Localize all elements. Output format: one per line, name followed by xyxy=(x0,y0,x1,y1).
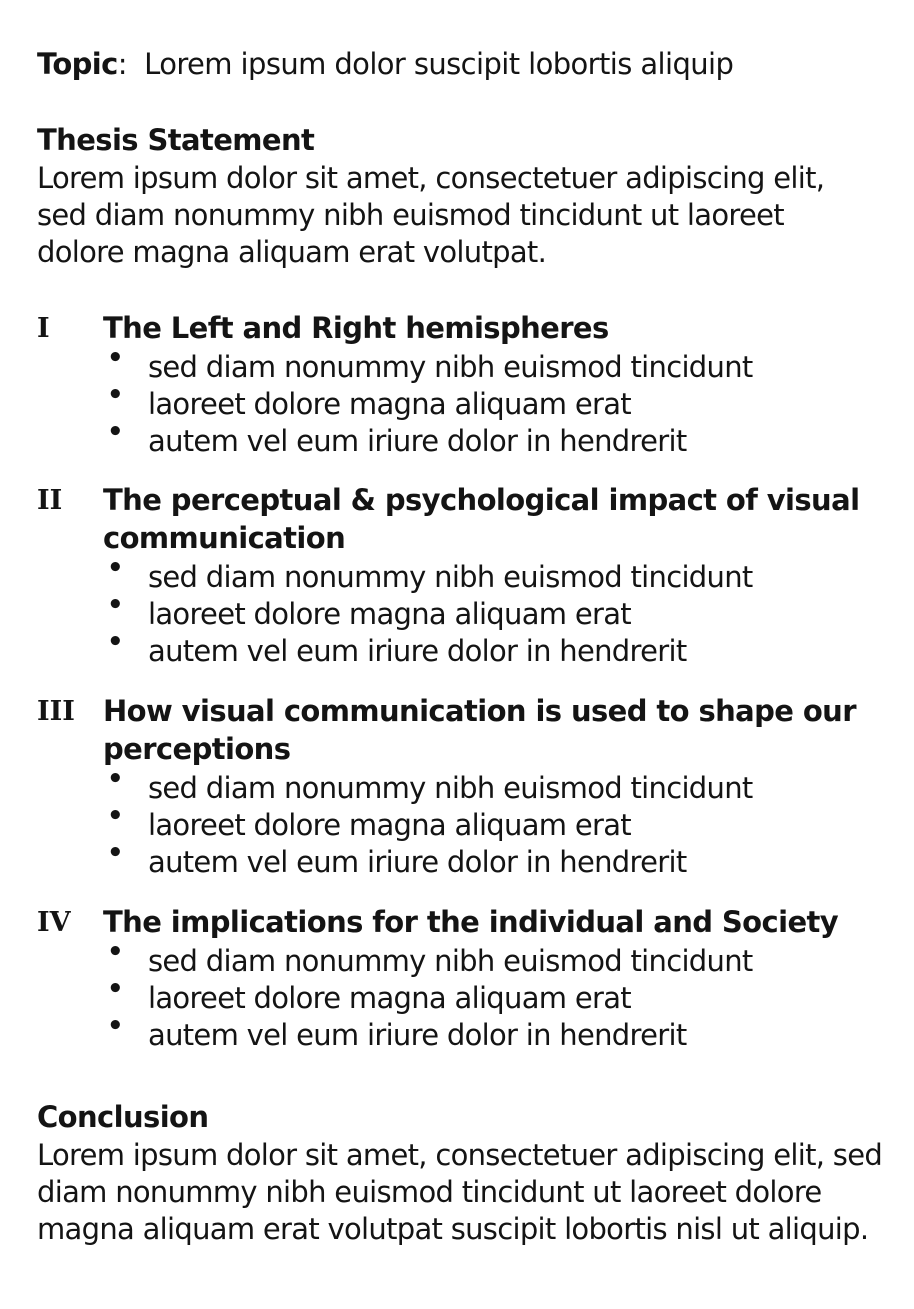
conclusion-block xyxy=(37,1097,882,1248)
section-title-line: How visual communication is used to shape our xyxy=(103,694,856,728)
bullet-icon: • xyxy=(107,1011,123,1041)
conclusion-line: diam nonummy nibh euismod tincidunt ut laoreet dolore xyxy=(37,1175,822,1209)
bullet-text: autem vel eum iriure dolor in hendrerit xyxy=(148,424,687,458)
bullet-icon: • xyxy=(107,417,123,447)
bullet-text: sed diam nonummy nibh euismod tincidunt xyxy=(148,560,753,594)
bullet-text: laoreet dolore magna aliquam erat xyxy=(148,387,631,421)
bullet-icon: • xyxy=(107,974,123,1004)
bullet-text: sed diam nonummy nibh euismod tincidunt xyxy=(148,771,753,805)
thesis-line: dolore magna aliquam erat volutpat. xyxy=(37,235,547,269)
thesis-line: Lorem ipsum dolor sit amet, consectetuer adipiscing elit, xyxy=(37,161,825,195)
section-numeral: I xyxy=(37,313,50,344)
section-title-line: The implications for the individual and Society xyxy=(103,905,839,939)
section-title xyxy=(103,481,903,557)
thesis-line: sed diam nonummy nibh euismod tincidunt ut laoreet xyxy=(37,198,784,232)
bullet-text: autem vel eum iriure dolor in hendrerit xyxy=(148,845,687,879)
section-title xyxy=(103,903,903,941)
section-title-line: communication xyxy=(103,521,346,555)
topic-separator: : xyxy=(117,47,127,81)
bullet-icon: • xyxy=(107,343,123,373)
topic-line xyxy=(37,44,733,84)
bullet-text: laoreet dolore magna aliquam erat xyxy=(148,981,631,1015)
bullet-text: sed diam nonummy nibh euismod tincidunt xyxy=(148,944,753,978)
section-title-line: The Left and Right hemispheres xyxy=(103,311,609,345)
bullet-icon: • xyxy=(107,380,123,410)
topic-label: Topic xyxy=(37,47,118,81)
bullet-text: autem vel eum iriure dolor in hendrerit xyxy=(148,1018,687,1052)
section-title xyxy=(103,309,903,347)
bullet-icon: • xyxy=(107,764,123,794)
bullet-icon: • xyxy=(107,937,123,967)
bullet-icon: • xyxy=(107,553,123,583)
section-numeral: II xyxy=(37,485,63,516)
thesis-heading: Thesis Statement xyxy=(37,123,315,157)
section-title-line: perceptions xyxy=(103,732,291,766)
section-title xyxy=(103,692,903,768)
bullet-icon: • xyxy=(107,590,123,620)
topic-text: Lorem ipsum dolor suscipit lobortis aliquip xyxy=(144,47,734,81)
section-numeral: IV xyxy=(37,907,71,938)
bullet-text: laoreet dolore magna aliquam erat xyxy=(148,597,631,631)
bullet-text: autem vel eum iriure dolor in hendrerit xyxy=(148,634,687,668)
conclusion-heading: Conclusion xyxy=(37,1100,209,1134)
bullet-text: sed diam nonummy nibh euismod tincidunt xyxy=(148,350,753,384)
conclusion-line: magna aliquam erat volutpat suscipit lobortis nisl ut aliquip. xyxy=(37,1212,869,1246)
bullet-icon: • xyxy=(107,838,123,868)
bullet-icon: • xyxy=(107,801,123,831)
bullet-text: laoreet dolore magna aliquam erat xyxy=(148,808,631,842)
bullet-icon: • xyxy=(107,627,123,657)
section-title-line: The perceptual & psychological impact of visual xyxy=(103,483,860,517)
thesis-block xyxy=(37,120,824,271)
conclusion-line: Lorem ipsum dolor sit amet, consectetuer adipiscing elit, sed xyxy=(37,1138,883,1172)
section-numeral: III xyxy=(37,696,75,727)
